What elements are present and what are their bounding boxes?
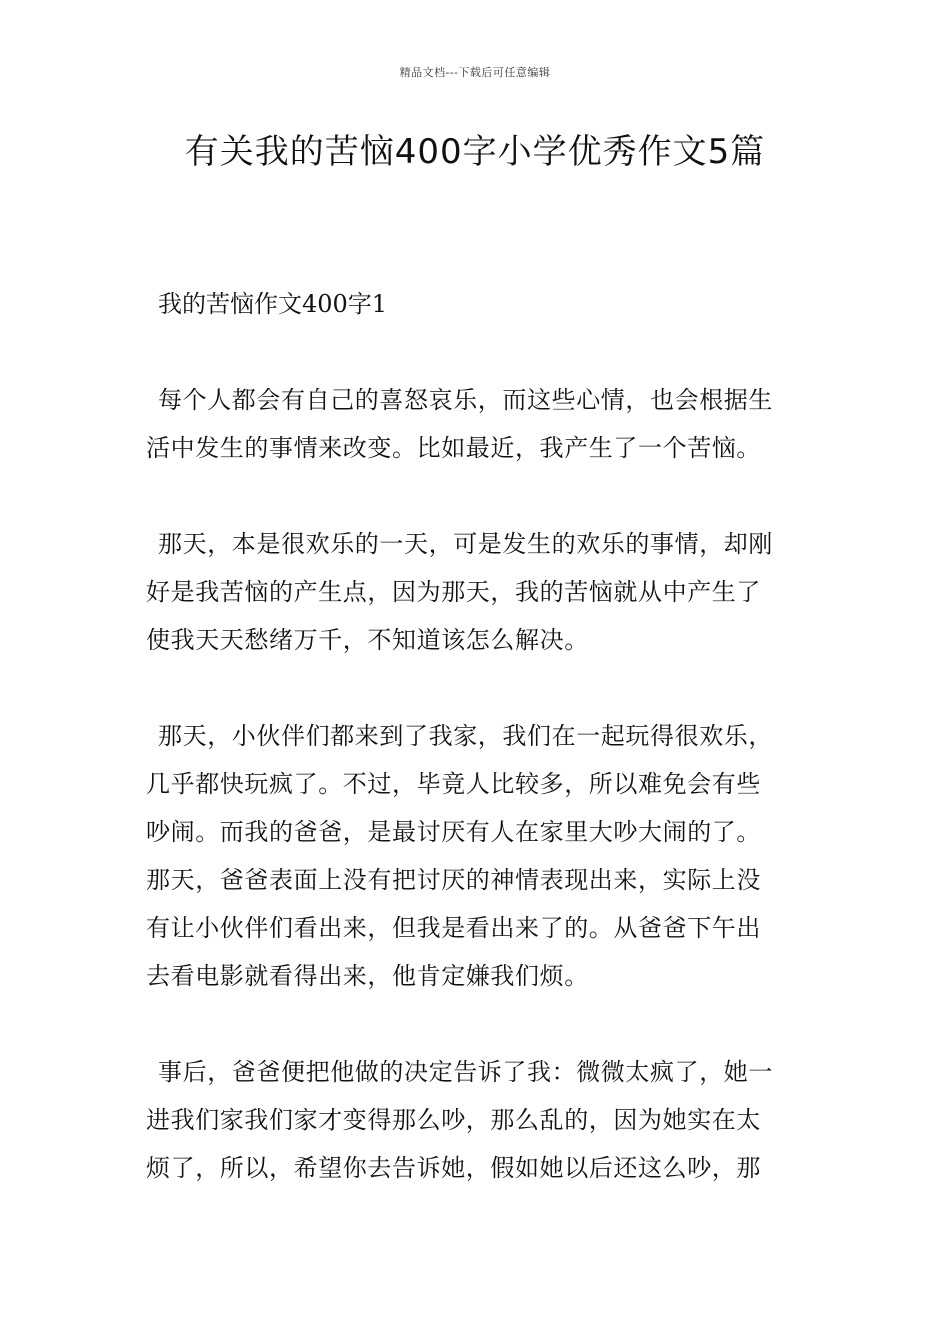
paragraph-2 xyxy=(146,520,810,664)
text-line: 去看电影就看得出来，他肯定嫌我们烦。 xyxy=(146,962,589,990)
document-body xyxy=(146,280,810,1240)
paragraph-1 xyxy=(146,376,810,472)
text-line: 烦了，所以，希望你去告诉她，假如她以后还这么吵，那 xyxy=(146,1154,761,1182)
text-line: 进我们家我们家才变得那么吵，那么乱的，因为她实在太 xyxy=(146,1106,761,1134)
document-title: 有关我的苦恼400字小学优秀作文5篇 xyxy=(184,132,766,172)
paragraph-3 xyxy=(146,712,810,1000)
text-line: 活中发生的事情来改变。比如最近，我产生了一个苦恼。 xyxy=(146,434,761,462)
text-line: 那天，爸爸表面上没有把讨厌的神情表现出来，实际上没 xyxy=(146,866,761,894)
text-line: 那天，本是很欢乐的一天，可是发生的欢乐的事情，却刚 xyxy=(158,530,773,558)
section-subheading: 我的苦恼作文400字1 xyxy=(158,290,388,318)
text-line: 那天，小伙伴们都来到了我家，我们在一起玩得很欢乐， xyxy=(158,722,773,750)
header-note: 精品文档---下载后可任意编辑 xyxy=(399,66,551,79)
text-line: 吵闹。而我的爸爸，是最讨厌有人在家里大吵大闹的了。 xyxy=(146,818,761,846)
text-line: 几乎都快玩疯了。不过，毕竟人比较多，所以难免会有些 xyxy=(146,770,761,798)
paragraph-4 xyxy=(146,1048,810,1192)
text-line: 使我天天愁绪万千，不知道该怎么解决。 xyxy=(146,626,589,654)
text-line: 每个人都会有自己的喜怒哀乐，而这些心情，也会根据生 xyxy=(158,386,773,414)
text-line: 好是我苦恼的产生点，因为那天，我的苦恼就从中产生了 xyxy=(146,578,761,606)
text-line: 事后，爸爸便把他做的决定告诉了我：微微太疯了，她一 xyxy=(158,1058,773,1086)
text-line: 有让小伙伴们看出来，但我是看出来了的。从爸爸下午出 xyxy=(146,914,761,942)
